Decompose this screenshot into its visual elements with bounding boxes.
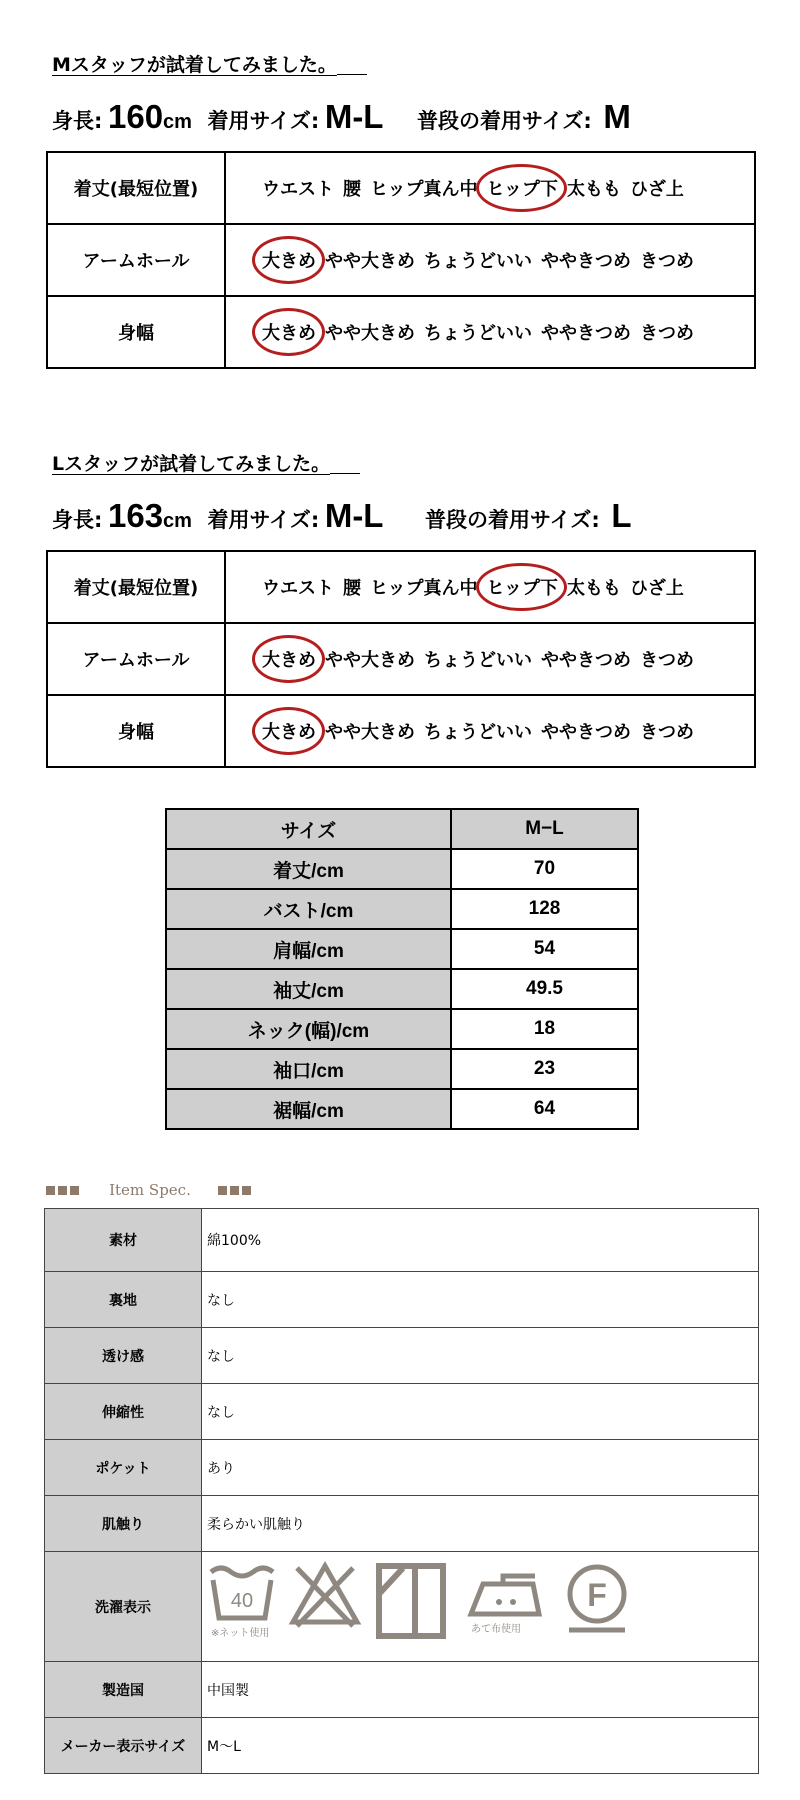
fit-table [46, 151, 756, 369]
spec-row [45, 1272, 759, 1328]
fit-row [47, 152, 755, 224]
spec-label: ポケット [45, 1440, 202, 1496]
fit-option: ややきつめ [541, 650, 631, 671]
fit-row [47, 224, 755, 296]
square-icon [70, 1186, 79, 1195]
size-label: バスト/cm [166, 889, 451, 929]
fit-option: やや大きめ [325, 251, 415, 272]
fit-option: ちょうどいい [424, 323, 532, 344]
fit-row-label: アームホール [47, 623, 225, 695]
care-icons [207, 1554, 758, 1660]
square-icon [242, 1186, 251, 1195]
fit-option: ややきつめ [541, 722, 631, 743]
spec-table [44, 1208, 759, 1774]
size-value: 128 [451, 889, 638, 929]
staff-stats [52, 497, 632, 535]
spec-value: なし [202, 1328, 759, 1384]
spec-value: あり [202, 1440, 759, 1496]
fit-option: ややきつめ [541, 251, 631, 272]
spec-row [45, 1552, 759, 1662]
fit-option-selected: ヒップ下 [486, 574, 557, 600]
size-row [166, 1049, 638, 1089]
size-label: 着丈/cm [166, 849, 451, 889]
fit-row-label: 身幅 [47, 296, 225, 368]
size-value: 18 [451, 1009, 638, 1049]
wear-label: 着用サイズ: [207, 109, 320, 133]
fit-option: ちょうどいい [424, 650, 532, 671]
fit-row-label: 着丈(最短位置) [47, 152, 225, 224]
fit-options [225, 296, 755, 368]
fit-row [47, 551, 755, 623]
spec-row [45, 1209, 759, 1272]
size-label: ネック(幅)/cm [166, 1009, 451, 1049]
height-value: 163 [107, 497, 164, 534]
spec-value: 中国製 [202, 1662, 759, 1718]
spec-row [45, 1328, 759, 1384]
spec-heading [46, 1180, 254, 1199]
size-label: 袖丈/cm [166, 969, 451, 1009]
fit-option: きつめ [640, 650, 694, 671]
fit-option: ややきつめ [541, 323, 631, 344]
size-row [166, 849, 638, 889]
spec-title: Item Spec. [109, 1181, 191, 1199]
fit-option: ウエスト [262, 179, 334, 200]
size-value: 64 [451, 1089, 638, 1129]
spec-value: なし [202, 1384, 759, 1440]
size-header-value: M−L [451, 809, 638, 849]
fit-option-selected: ヒップ下 [486, 175, 557, 201]
spec-label: 洗濯表示 [45, 1552, 202, 1662]
fit-option: ちょうどいい [424, 722, 532, 743]
spec-label: 裏地 [45, 1272, 202, 1328]
fit-option: ヒップ真ん中 [370, 578, 478, 599]
size-table-header [166, 809, 638, 849]
size-row [166, 929, 638, 969]
fit-option-selected: 大きめ [262, 247, 316, 273]
usual-value: L [611, 497, 632, 534]
height-value: 160 [107, 98, 164, 135]
dry-letter-text: F [587, 1576, 607, 1613]
fit-option: きつめ [640, 251, 694, 272]
height-unit: cm [163, 111, 192, 133]
fit-option: ヒップ真ん中 [370, 179, 478, 200]
fit-row-label: アームホール [47, 224, 225, 296]
spec-label: 伸縮性 [45, 1384, 202, 1440]
fit-option-selected: 大きめ [262, 646, 316, 672]
wash-40-icon [207, 1560, 277, 1642]
size-value: 70 [451, 849, 638, 889]
height-label: 身長: [52, 508, 103, 532]
no-bleach-icon [287, 1560, 363, 1632]
fit-option: きつめ [640, 323, 694, 344]
fit-option: ひざ上 [629, 179, 684, 200]
spec-row [45, 1384, 759, 1440]
fit-row [47, 296, 755, 368]
wash-note-text: ※ネット使用 [211, 1627, 270, 1639]
spec-row [45, 1718, 759, 1774]
fit-option: やや大きめ [325, 323, 415, 344]
fit-options [225, 551, 755, 623]
fit-option: やや大きめ [325, 650, 415, 671]
fit-option-selected: 大きめ [262, 718, 316, 744]
size-label: 袖口/cm [166, 1049, 451, 1089]
fit-option: きつめ [640, 722, 694, 743]
usual-label: 普段の着用サイズ: [417, 109, 592, 133]
spec-label: 素材 [45, 1209, 202, 1272]
fit-row-label: 身幅 [47, 695, 225, 767]
wear-value: M-L [324, 98, 384, 135]
size-row [166, 889, 638, 929]
spec-value: 綿100% [202, 1209, 759, 1272]
fit-option: 腰 [343, 578, 361, 599]
spec-label: 透け感 [45, 1328, 202, 1384]
size-label: 裾幅/cm [166, 1089, 451, 1129]
size-label: 肩幅/cm [166, 929, 451, 969]
usual-label: 普段の着用サイズ: [425, 508, 600, 532]
size-value: 23 [451, 1049, 638, 1089]
staff-title: Mスタッフが試着してみました。 [52, 50, 367, 77]
fit-option: ひざ上 [629, 578, 684, 599]
height-unit: cm [163, 510, 192, 532]
usual-value: M [603, 98, 631, 135]
wear-label: 着用サイズ: [207, 508, 320, 532]
size-row [166, 969, 638, 1009]
wash-temp-text: 40 [230, 1589, 254, 1612]
spec-label: 製造国 [45, 1662, 202, 1718]
square-icon [58, 1186, 67, 1195]
spec-value: なし [202, 1272, 759, 1328]
fit-row-label: 着丈(最短位置) [47, 551, 225, 623]
size-row [166, 1009, 638, 1049]
spec-row [45, 1496, 759, 1552]
dry-clean-f-icon [563, 1560, 633, 1642]
square-icon [230, 1186, 239, 1195]
line-dry-shade-icon [373, 1560, 453, 1642]
fit-row [47, 623, 755, 695]
spec-value: M～L [202, 1718, 759, 1774]
size-header-label: サイズ [166, 809, 451, 849]
fit-row [47, 695, 755, 767]
iron-low-icon [463, 1560, 553, 1642]
fit-options [225, 623, 755, 695]
fit-option: 太もも [566, 578, 621, 599]
staff-stats [52, 98, 631, 136]
spec-label: 肌触り [45, 1496, 202, 1552]
fit-table [46, 550, 756, 768]
size-row [166, 1089, 638, 1129]
staff-title: Lスタッフが試着してみました。 [52, 449, 360, 476]
spec-care-cell [202, 1552, 759, 1662]
size-value: 49.5 [451, 969, 638, 1009]
fit-options [225, 695, 755, 767]
fit-option: ちょうどいい [424, 251, 532, 272]
fit-options [225, 224, 755, 296]
fit-option: やや大きめ [325, 722, 415, 743]
fit-option: 太もも [566, 179, 621, 200]
spec-row [45, 1440, 759, 1496]
spec-label: メーカー表示サイズ [45, 1718, 202, 1774]
iron-note-text: あて布使用 [471, 1623, 521, 1635]
wear-value: M-L [324, 497, 384, 534]
square-icon [46, 1186, 55, 1195]
spec-value: 柔らかい肌触り [202, 1496, 759, 1552]
spec-row [45, 1662, 759, 1718]
size-table [165, 808, 639, 1130]
height-label: 身長: [52, 109, 103, 133]
square-icon [218, 1186, 227, 1195]
fit-options [225, 152, 755, 224]
fit-option-selected: 大きめ [262, 319, 316, 345]
size-value: 54 [451, 929, 638, 969]
fit-option: 腰 [343, 179, 361, 200]
fit-option: ウエスト [262, 578, 334, 599]
